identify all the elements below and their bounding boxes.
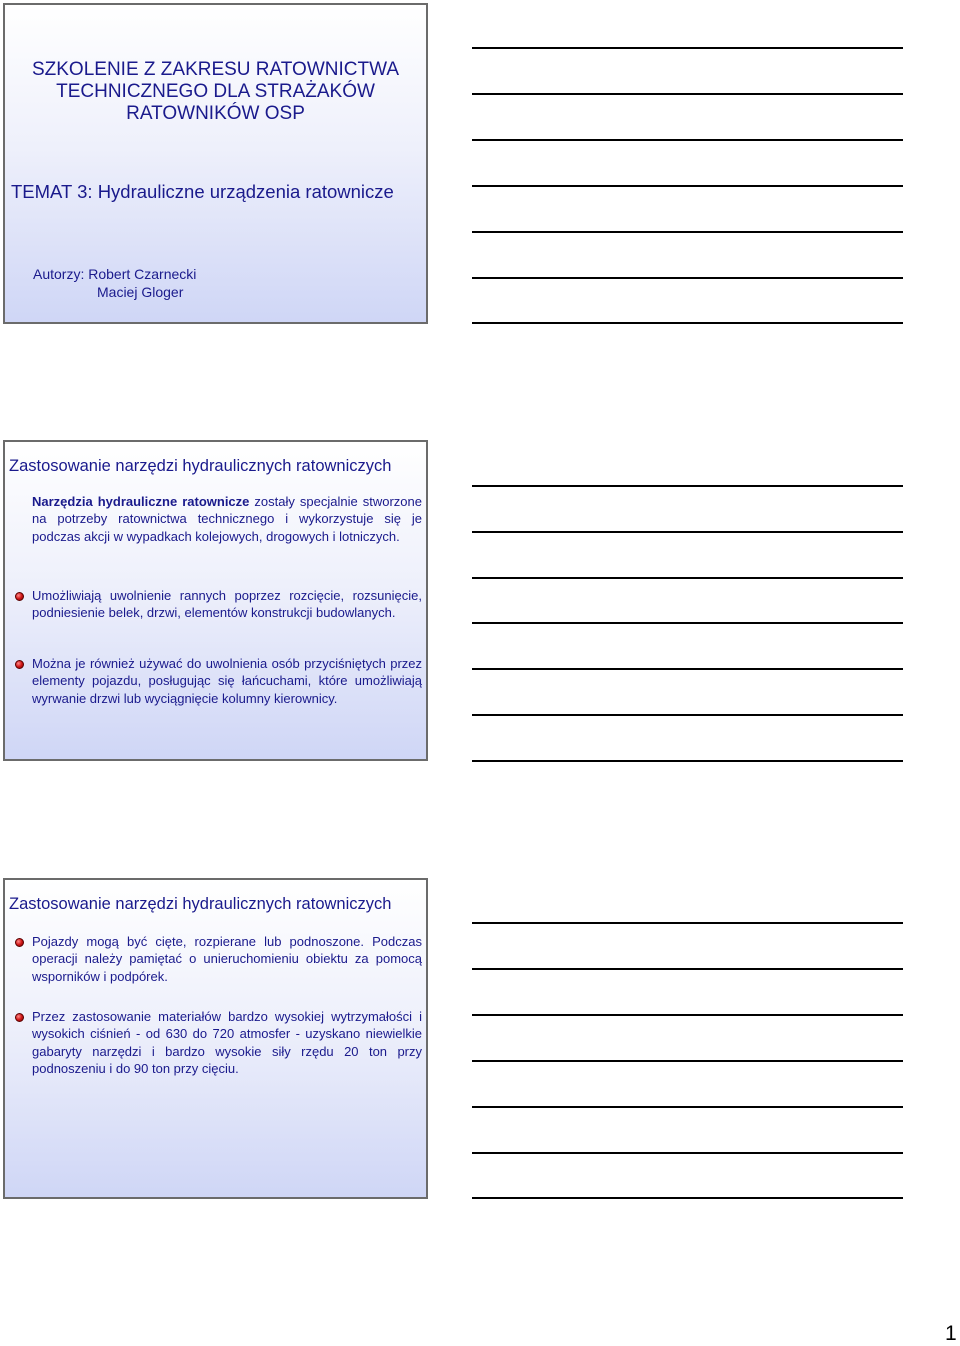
slide-1 [3,3,428,324]
note-line [472,93,903,95]
slide-1-subtitle: TEMAT 3: Hydrauliczne urządzenia ratownicze [11,181,394,202]
bullet-text: Można je również używać do uwolnienia osób przyciśniętych przez elementy pojazdu, posługując się łańcuchami, które umożliwiają wyrwanie drzwi lub wyciągnięcie kolumny kierownicy. [32,656,422,706]
note-line [472,1014,903,1016]
red-sphere-bullet-icon [15,1013,24,1022]
note-line [472,185,903,187]
note-line [472,1106,903,1108]
note-line [472,231,903,233]
note-line [472,322,903,324]
note-line [472,485,903,487]
title-line: TECHNICZNEGO DLA STRAŻAKÓW [56,81,375,102]
title-line: SZKOLENIE Z ZAKRESU RATOWNICTWA [31,59,399,80]
authors-label: Autorzy: Robert Czarnecki [33,266,197,282]
bullet-text: Przez zastosowanie materiałów bardzo wysokiej wytrzymałości i wysokich ciśnień - od 630 do 720 atmosfer - uzyskano niewielkie gabaryty narzędzi i bardzo wysokie siły rzędu 20 ton przy podnoszeniu i do 90 ton przy cięciu. [32,1009,422,1077]
red-sphere-bullet-icon [15,938,24,947]
note-line [472,1152,903,1154]
title-line: RATOWNIKÓW OSP [126,103,305,124]
note-line [472,968,903,970]
note-line [472,277,903,279]
slide-1-title [5,59,426,125]
note-line [472,622,903,624]
red-sphere-bullet-icon [15,660,24,669]
note-line [472,47,903,49]
authors-block [33,265,196,301]
slide-2-title: Zastosowanie narzędzi hydraulicznych ratowniczych [9,457,392,475]
note-line [472,577,903,579]
note-line [472,1197,903,1199]
slide-2 [3,440,428,761]
note-line [472,760,903,762]
note-line [472,139,903,141]
note-line [472,1060,903,1062]
author-name: Maciej Gloger [97,284,184,300]
intro-bold-term: Narzędzia hydrauliczne ratownicze [32,494,250,509]
slide-3 [3,878,428,1199]
page-number: 1 [945,1322,957,1345]
bullet-text: Pojazdy mogą być cięte, rozpierane lub podnoszone. Podczas operacji należy pamiętać o unieruchomieniu obiektu za pomocą wsporników i podpórek. [32,934,422,984]
intro-text: zostały specjalnie stworzone na potrzeby ratownictwa technicznego i wykorzystuje się je podczas akcji w wypadkach kolejowych, drogowych i lotniczych. [32,494,422,544]
note-line [472,714,903,716]
red-sphere-bullet-icon [15,592,24,601]
slide-2-intro [32,493,422,545]
note-line [472,922,903,924]
note-line [472,668,903,670]
note-line [472,531,903,533]
bullet-text: Umożliwiają uwolnienie rannych poprzez rozcięcie, rozsunięcie, podniesienie belek, drzwi, elementów konstrukcji budowlanych. [32,588,422,621]
slide-3-title: Zastosowanie narzędzi hydraulicznych ratowniczych [9,895,392,913]
